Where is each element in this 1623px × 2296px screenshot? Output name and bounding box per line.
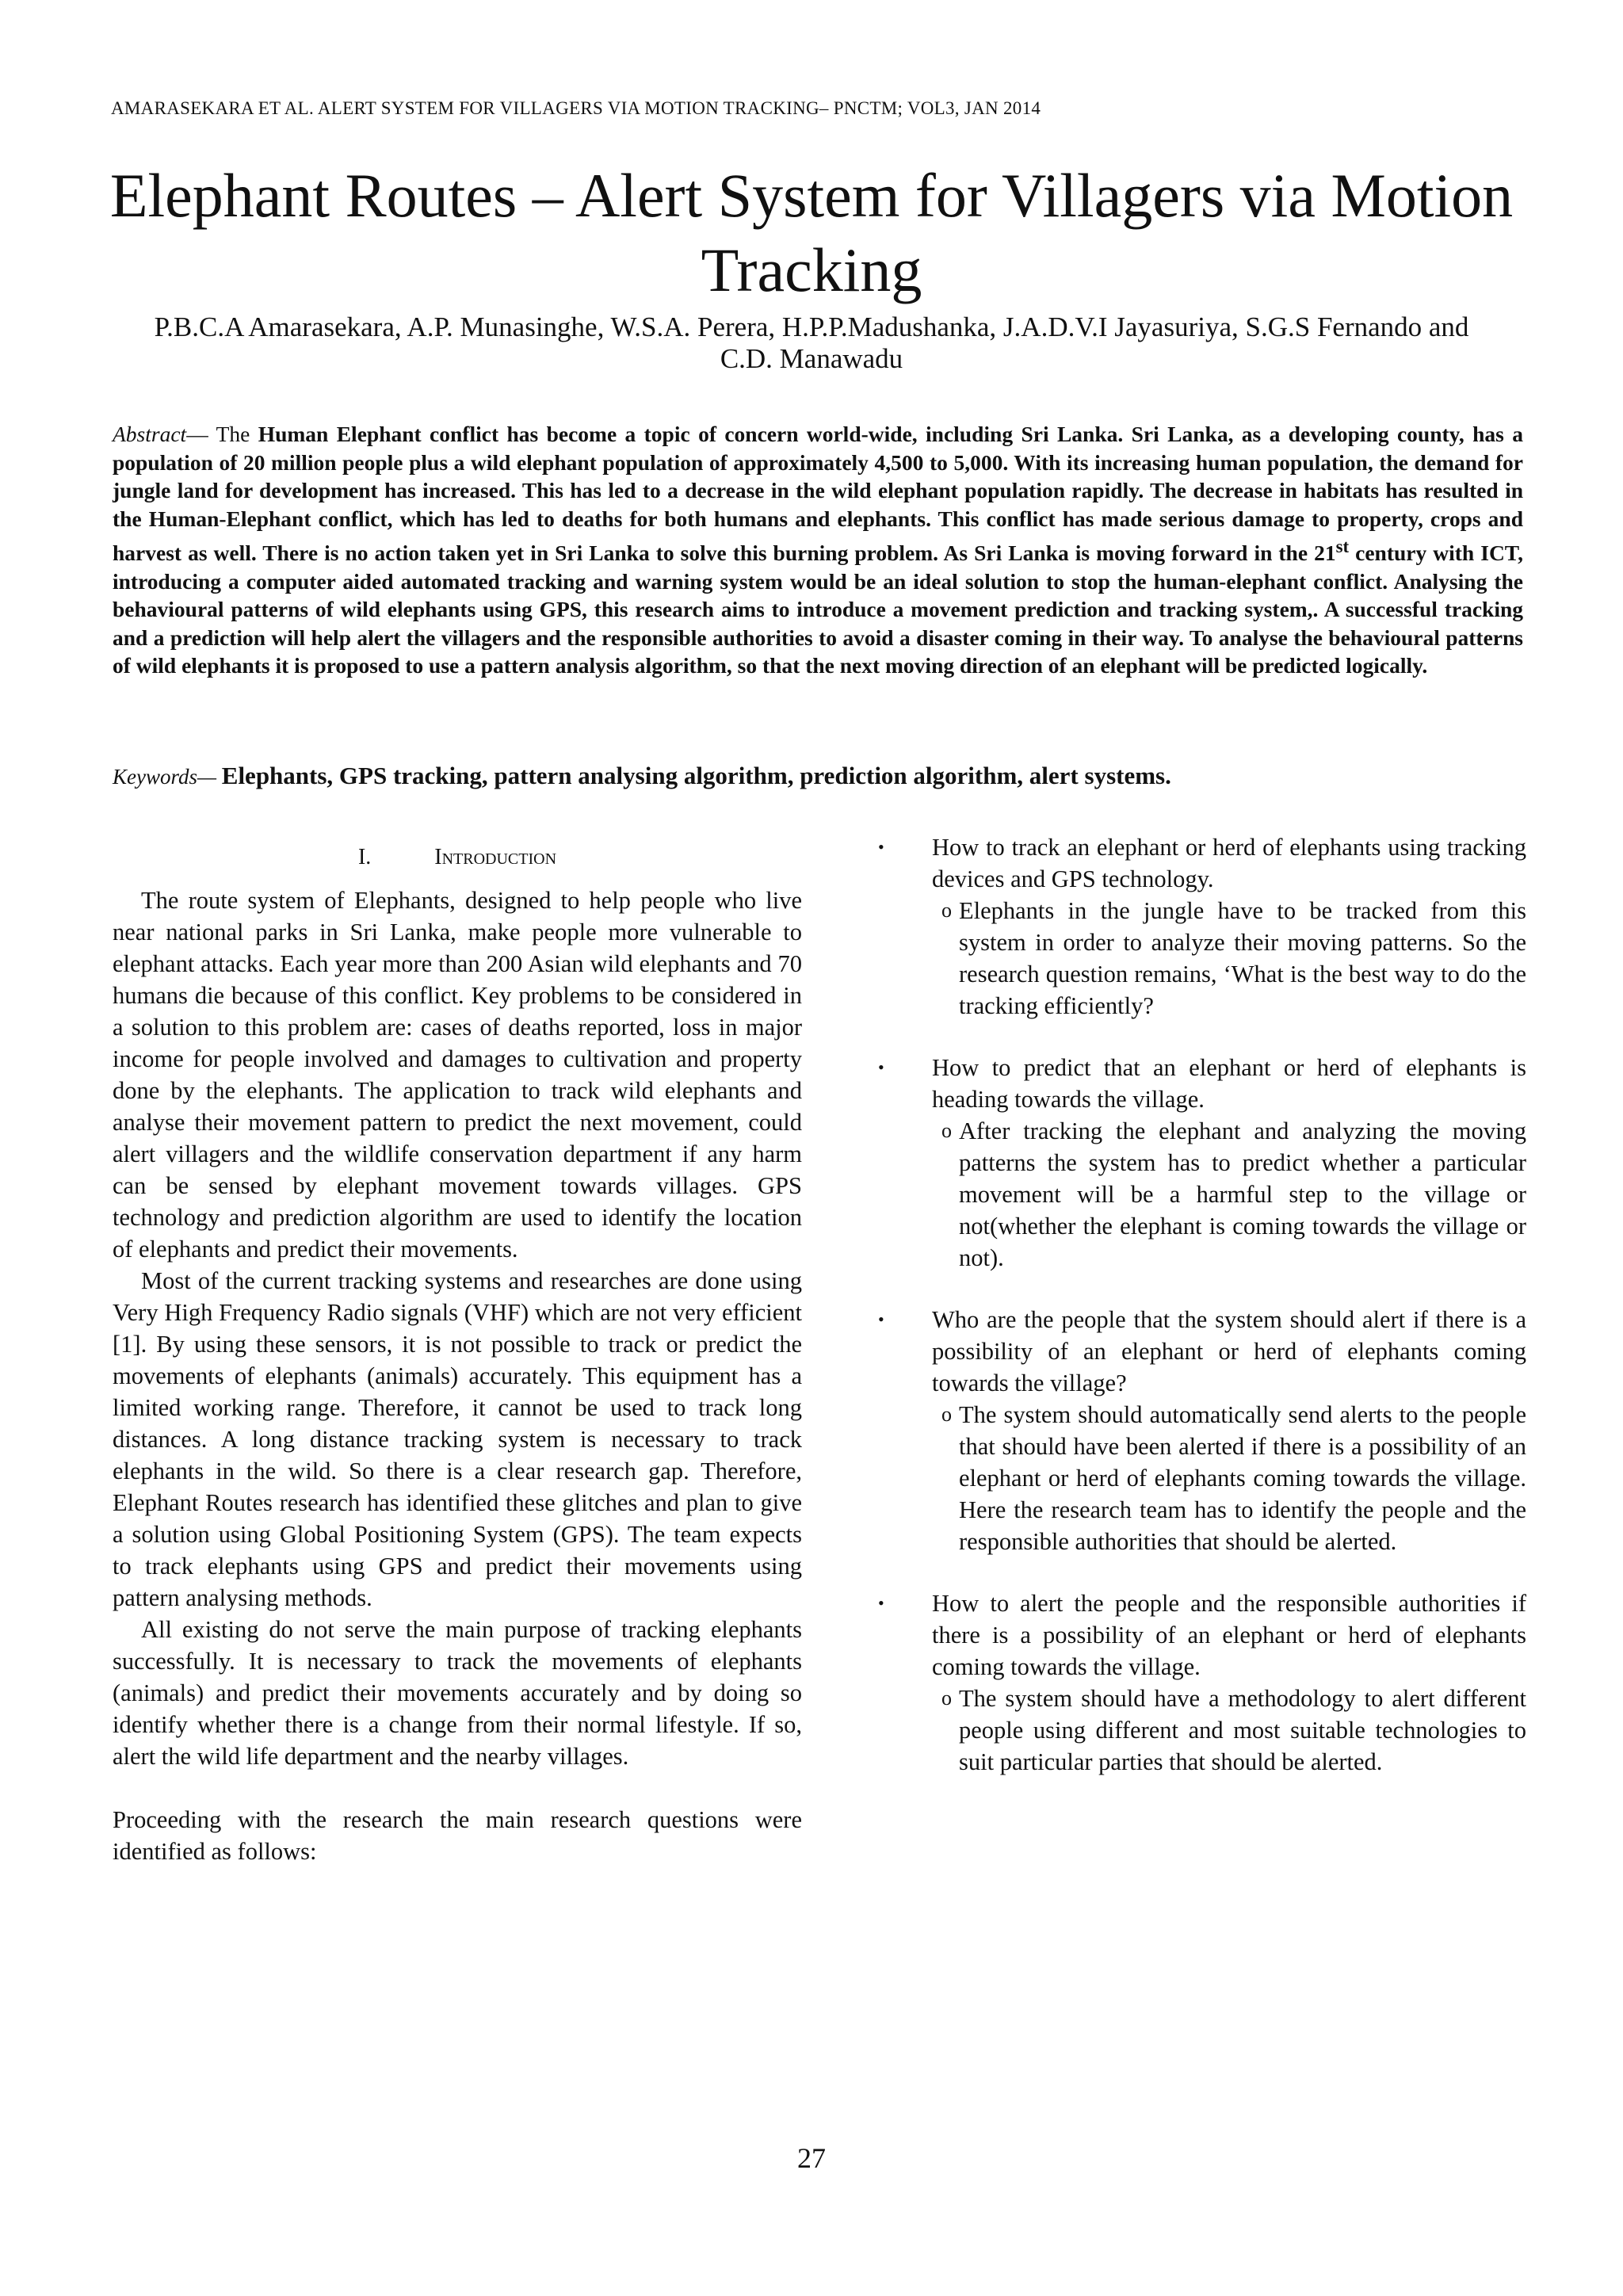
bullet-icon: • — [878, 1057, 884, 1077]
question-text: Who are the people that the system should alert if there is a possibility of an elephant or herd of elephants coming towards the village? — [932, 1306, 1526, 1396]
section-number: I. — [357, 845, 372, 869]
abstract-dash: — The — [186, 422, 258, 446]
abstract — [113, 420, 1523, 680]
sub-bullet-icon: o — [941, 1119, 952, 1142]
research-question — [872, 1304, 1526, 1557]
abstract-superscript: st — [1335, 537, 1350, 556]
question-detail — [941, 895, 1526, 1022]
question-detail — [941, 1399, 1526, 1557]
research-question — [872, 1052, 1526, 1274]
question-detail-text: The system should automatically send alerts to the people that should have been alerted if there is a possibility of an elephant or herd of elephants coming towards the village. Here the research team has to identify the people and the responsible authorities that should be alerted. — [959, 1401, 1526, 1555]
question-text: How to predict that an elephant or herd of elephants is heading towards the village. — [932, 1054, 1526, 1113]
keywords — [113, 761, 1523, 792]
abstract-label: Abstract — [113, 422, 187, 446]
closing-paragraph: Proceeding with the research the main research questions were identified as follows: — [113, 1806, 802, 1865]
intro-paragraph-1: The route system of Elephants, designed to help people who live near national parks in Sri Lanka, make people more vulnerable to elephant attacks. Each year more than 200 Asian wild elephants and 70 humans die because of this conflict. Key problems to be considered in a solution to this problem are: cases of deaths reported, loss in major income for people involved and damages to cultivation and property done by the elephants. The application to track wild elephants and analyse their movement pattern to predict the next movement, could alert villagers and the wildlife conservation department if any harm can be sensed by elephant movement towards villages. GPS technology and prediction algorithm are used to identify the location of elephants and predict their movements. — [113, 887, 802, 1263]
running-head: AMARASEKARA ET AL. ALERT SYSTEM FOR VILLAGERS VIA MOTION TRACKING– PNCTM; VOL3, JAN 2014 — [111, 98, 1041, 118]
intro-paragraph-3: All existing do not serve the main purpose of tracking elephants successfully. It is necessary to track the movements of elephants (animals) and predict their movements accurately and by doing so identify whether there is a change from their normal lifestyle. If so, alert the wild life department and the nearby villages. — [113, 1616, 802, 1770]
paper-title: Elephant Routes – Alert System for Villagers via Motion Tracking — [109, 161, 1514, 304]
author-list: P.B.C.A Amarasekara, A.P. Munasinghe, W.S.A. Perera, H.P.P.Madushanka, J.A.D.V.I Jayasuriya, S.G.S Fernando and C.D. Manawadu — [154, 311, 1469, 374]
question-detail-text: After tracking the elephant and analyzing the moving patterns the system has to predict whether a particular movement will be a harmful step to the village or not(whether the elephant is coming towards the village or not). — [959, 1117, 1526, 1271]
abstract-text-part1: Human Elephant conflict has become a topic of concern world-wide, including Sri Lanka. Sri Lanka, as a developing county, has a population of 20 million people plus a wild elephant population of approximately 4,500 to 5,000. With its increasing human population, the demand for jungle land for development has increased. This has led to a decrease in the wild elephant population rapidly. The decrease in habitats has resulted in the Human-Elephant conflict, which has led to deaths for both humans and elephants. This conflict has made serious damage to property, crops and harvest as well. There is no action taken yet in Sri Lanka to solve this burning problem. As Sri Lanka is moving forward in the 21 — [113, 422, 1523, 566]
question-detail-text: Elephants in the jungle have to be tracked from this system in order to analyze their moving patterns. So the research question remains, ‘What is the best way to do the tracking efficiently? — [959, 897, 1526, 1019]
question-text: How to track an elephant or herd of elephants using tracking devices and GPS technology. — [932, 834, 1526, 892]
research-question — [872, 831, 1526, 1022]
bullet-icon: • — [878, 1309, 884, 1329]
bullet-icon: • — [878, 1593, 884, 1613]
question-detail-text: The system should have a methodology to alert different people using different and most suitable technologies to suit particular parties that should be alerted. — [959, 1685, 1526, 1775]
intro-paragraph-2: Most of the current tracking systems and researches are done using Very High Frequency Radio signals (VHF) which are not very efficient [1]. By using these sensors, it is not possible to track or predict the movements of elephants (animals) accurately. This equipment has a limited working range. Therefore, it cannot be used to track long distances. A long distance tracking system is necessary to track elephants in the wild. So there is a clear research gap. Therefore, Elephant Routes research has identified these glitches and plan to give a solution using Global Positioning System (GPS). The team expects to track elephants using GPS and predict their movements using pattern analysing methods. — [113, 1267, 802, 1611]
sub-bullet-icon: o — [941, 899, 952, 922]
bullet-icon: • — [878, 837, 884, 857]
page-number: 27 — [797, 2142, 826, 2174]
right-column — [872, 831, 1526, 1808]
keywords-dash: — — [197, 765, 222, 789]
abstract-text-part2: century with ICT, introducing a computer aided automated tracking and warning system would be an ideal solution to stop the human-elephant conflict. Analysing the behavioural patterns of wild elephants using GPS, this research aims to introduce a movement prediction and tracking system,. A successful tracking and a prediction will help alert the villagers and the responsible authorities to avoid a disaster coming in their way. To analyse the behavioural patterns of wild elephants it is proposed to use a pattern analysis algorithm, so that the next moving direction of an elephant will be predicted logically. — [113, 541, 1523, 678]
section-heading — [113, 842, 802, 873]
question-detail — [941, 1683, 1526, 1778]
sub-bullet-icon: o — [941, 1687, 952, 1710]
keywords-label: Keywords — [113, 765, 197, 789]
question-detail — [941, 1115, 1526, 1274]
keywords-text: Elephants, GPS tracking, pattern analysing algorithm, prediction algorithm, alert systems. — [221, 762, 1171, 789]
question-text: How to alert the people and the responsible authorities if there is a possibility of an elephant or herd of elephants coming towards the village. — [932, 1590, 1526, 1680]
research-question — [872, 1587, 1526, 1778]
left-column — [113, 842, 802, 1867]
sub-bullet-icon: o — [941, 1403, 952, 1426]
section-title: Introduction — [434, 845, 557, 869]
